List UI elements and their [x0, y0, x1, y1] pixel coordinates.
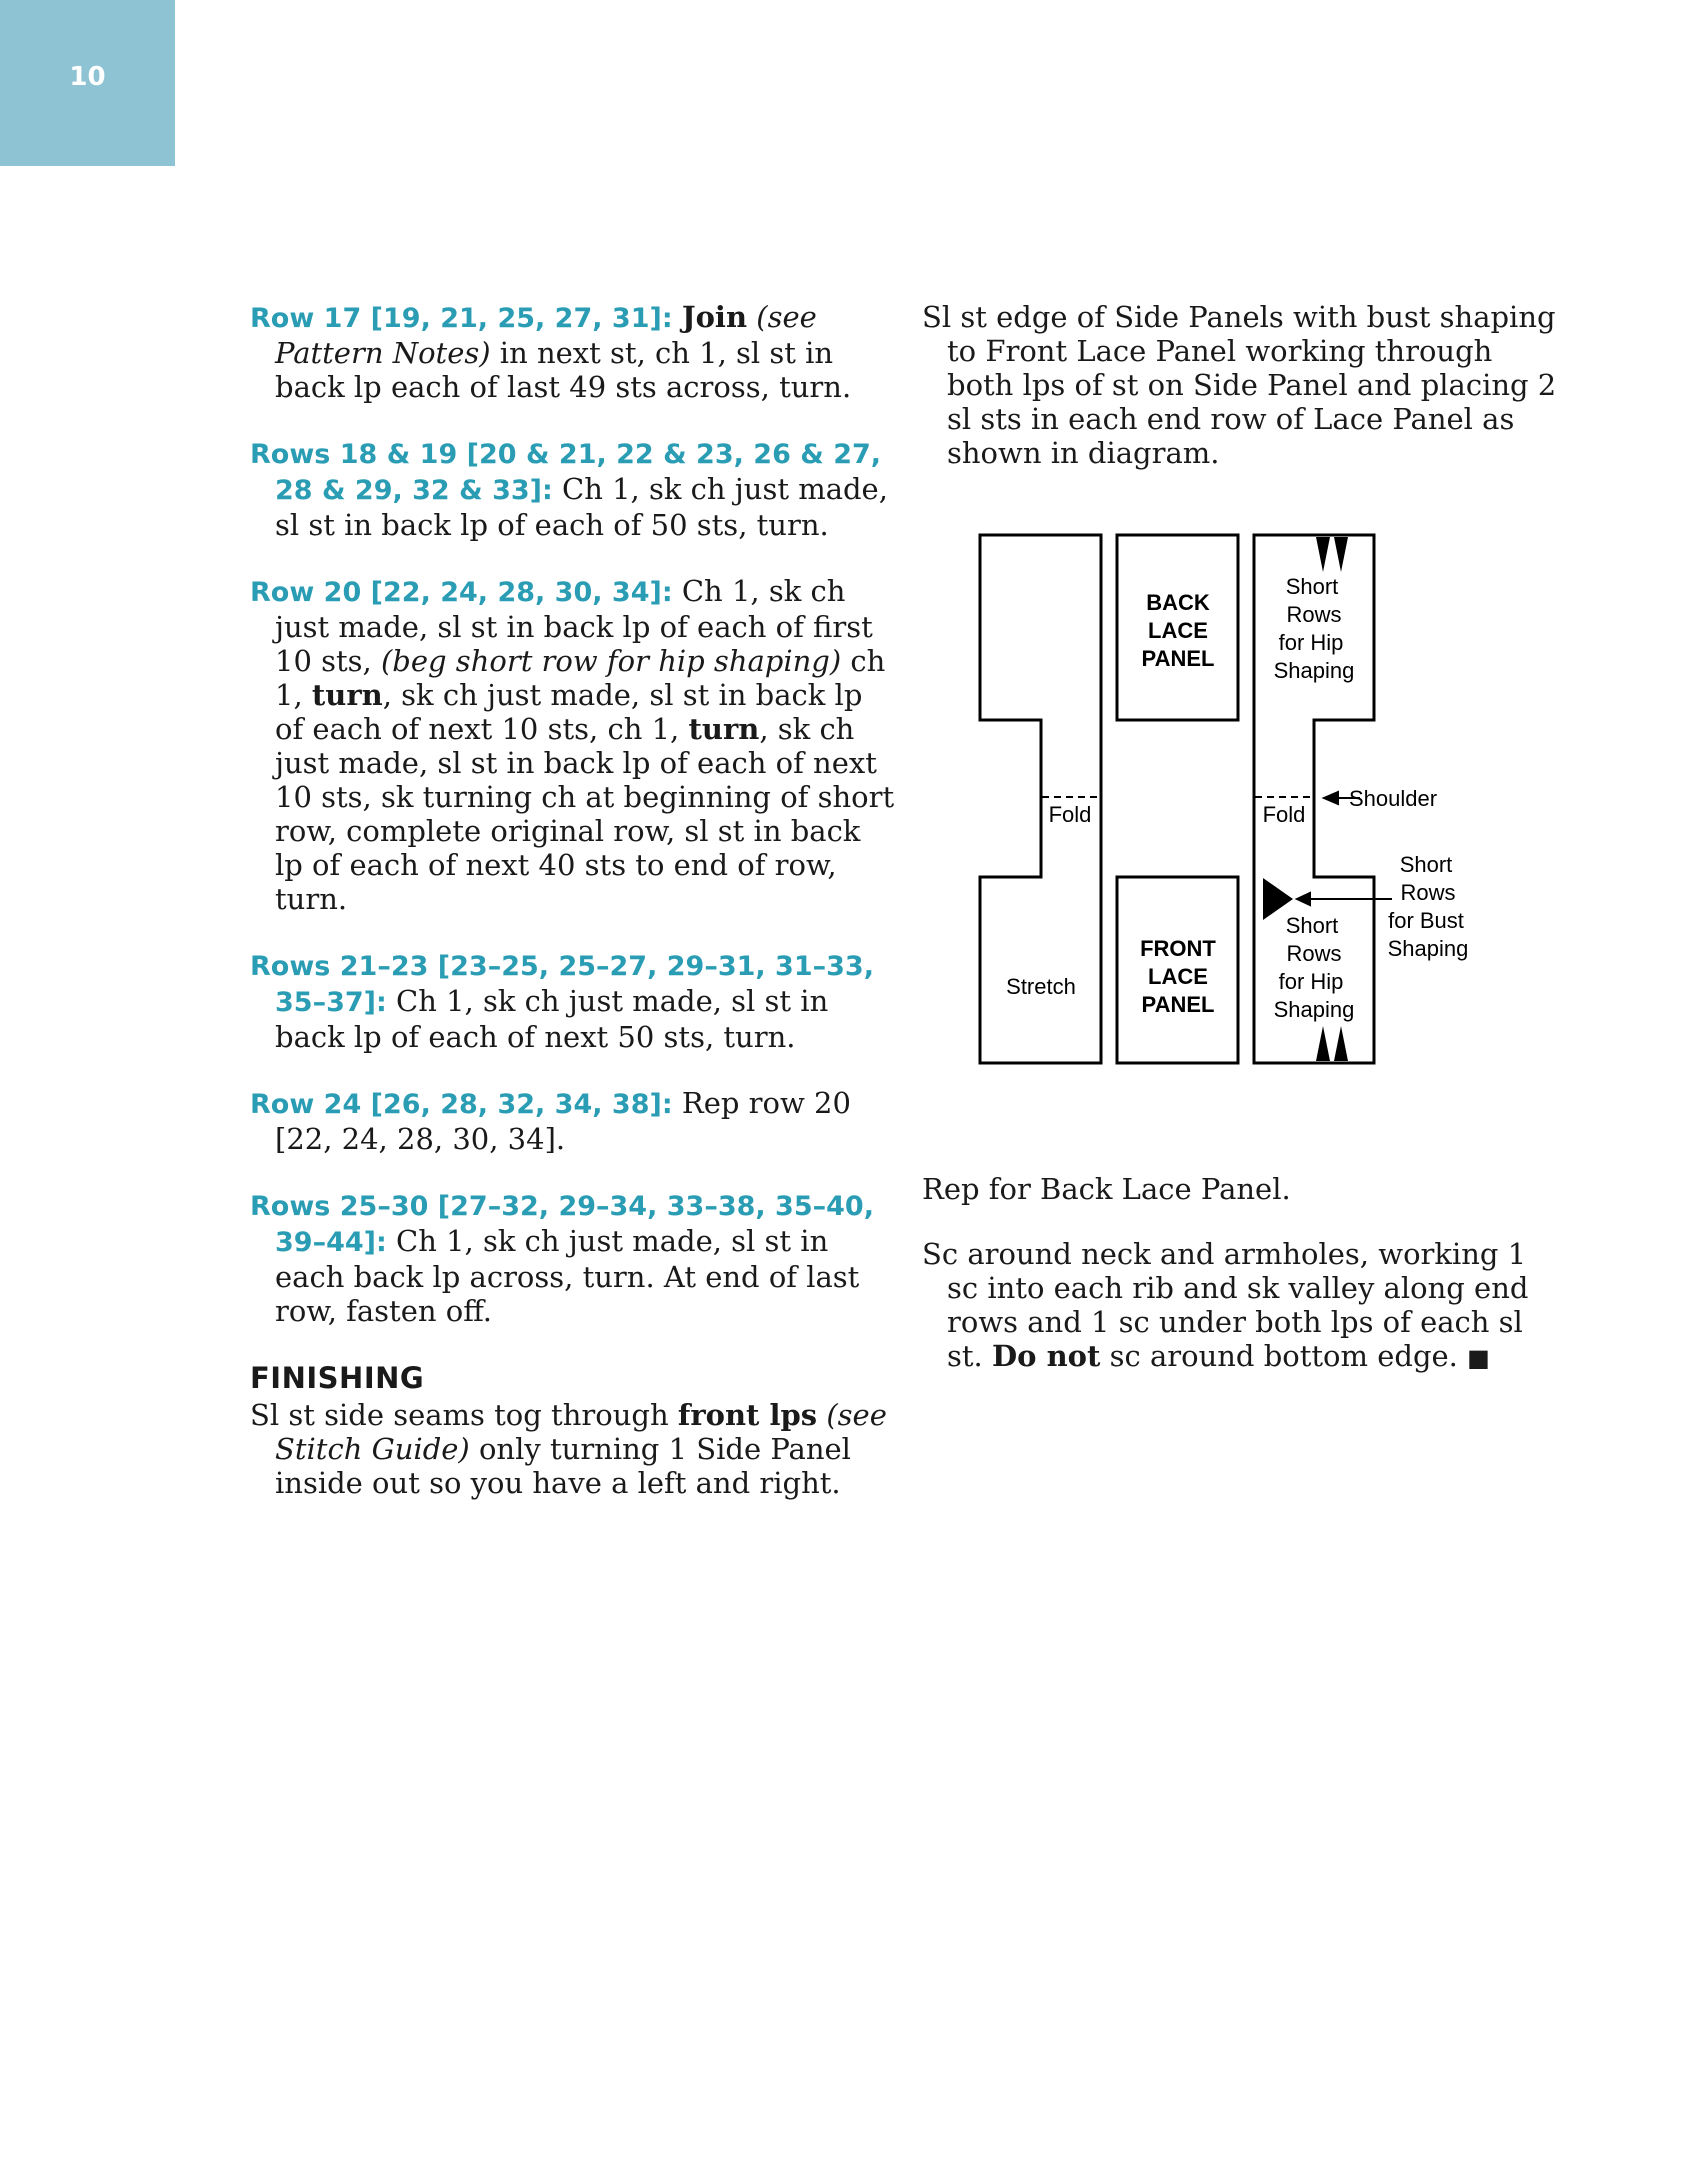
- hip-top-label-2: Rows: [1286, 602, 1342, 627]
- instruction-row-17: [250, 300, 895, 404]
- text: only turning 1 Side Panel inside out so you have a left and right.: [275, 1432, 851, 1500]
- hip-dart-top-1: [1316, 537, 1330, 572]
- text: sc around bottom edge.: [1100, 1339, 1458, 1373]
- hip-dart-bottom-1: [1316, 1026, 1330, 1061]
- instruction-row-24: [250, 1086, 895, 1156]
- back-panel-label-2: LACE: [1148, 618, 1208, 643]
- fold-label-right: Fold: [1262, 802, 1306, 827]
- bold-term: Join: [681, 300, 748, 334]
- right-column: [922, 300, 1562, 502]
- sl-st-edge-text: Sl st edge of Side Panels with bust shaping to Front Lace Panel working through both lps of st on Side Panel and placing 2 sl sts in each end row of Lace Panel as shown in diagram.: [922, 300, 1557, 470]
- hip-bottom-label-1: Short: [1285, 913, 1339, 938]
- bust-label-2: Rows: [1400, 880, 1456, 905]
- bust-label-3: for Bust: [1388, 908, 1464, 933]
- hip-dart-bottom-2: [1334, 1026, 1348, 1061]
- bust-label-4: Shaping: [1387, 936, 1469, 961]
- row-heading: Row 24 [26, 28, 32, 34, 38]:: [250, 1089, 673, 1120]
- text: Sl st side seams tog through: [250, 1398, 678, 1432]
- instruction-rows-21-23: [250, 948, 895, 1054]
- text: , sk ch just made, sl st in back lp of each of next 10 sts, ch 1,: [275, 678, 863, 746]
- rep-back-panel-text: Rep for Back Lace Panel.: [922, 1172, 1291, 1206]
- bold-term: Do not: [991, 1339, 1101, 1373]
- instruction-rows-25-30: [250, 1188, 895, 1328]
- shoulder-label: Shoulder: [1348, 786, 1438, 811]
- row-heading: Rows 18 & 19 [20 & 21, 22 & 23, 26 & 27, 28 & 29, 32 & 33]:: [250, 439, 882, 506]
- bust-label-1: Short: [1399, 852, 1453, 877]
- row-heading: Rows 25–30 [27–32, 29–34, 33–38, 35–40, 39–44]:: [250, 1191, 874, 1258]
- text: [747, 300, 756, 334]
- stretch-label: Stretch: [1006, 974, 1076, 999]
- end-of-pattern-icon: ■: [1467, 1344, 1490, 1372]
- text: Rep row 20 [22, 24, 28, 30, 34].: [275, 1086, 851, 1156]
- sc-around-text: [922, 1237, 1562, 1375]
- page-number: 10: [69, 62, 106, 92]
- hip-top-label-3: for Hip: [1278, 630, 1344, 655]
- bold-term: front lps: [677, 1398, 818, 1432]
- text: ch 1,: [275, 644, 886, 712]
- text: [673, 300, 682, 334]
- row-heading: Row 20 [22, 24, 28, 30, 34]:: [250, 577, 673, 608]
- bold-term: turn: [311, 678, 383, 712]
- text: in next st, ch 1, sl st in back lp each of last 49 sts across, turn.: [275, 336, 852, 404]
- hip-dart-top-2: [1334, 537, 1348, 572]
- text: Ch 1, sk ch just made, sl st in back lp of each of next 50 sts, turn.: [275, 984, 829, 1054]
- hip-top-label-4: Shaping: [1273, 658, 1355, 683]
- instruction-rows-18-19: [250, 436, 895, 542]
- row-heading: Rows 21–23 [23–25, 25–27, 29–31, 31–33, 35–37]:: [250, 951, 874, 1018]
- text: Ch 1, sk ch just made, sl st in back lp of each of first 10 sts,: [275, 574, 873, 678]
- bold-term: turn: [688, 712, 760, 746]
- hip-bottom-label-4: Shaping: [1273, 997, 1355, 1022]
- text: [817, 1398, 826, 1432]
- text: Ch 1, sk ch just made, sl st in each back lp across, turn. At end of last row, fasten off.: [275, 1224, 860, 1328]
- italic-note: (beg short row for hip shaping): [380, 644, 842, 678]
- row-heading: Row 17 [19, 21, 25, 27, 31]:: [250, 303, 673, 334]
- text: , sk ch just made, sl st in back lp of each of next 10 sts, sk turning ch at beginning of short row, complete original row, sl st in back lp of each of next 40 sts to end of row, turn.: [275, 712, 895, 916]
- italic-note: (see Stitch Guide): [275, 1398, 887, 1466]
- finishing-text: [250, 1398, 895, 1500]
- front-panel-label-1: FRONT: [1140, 936, 1216, 961]
- hip-bottom-label-3: for Hip: [1278, 969, 1344, 994]
- instruction-row-20: [250, 574, 895, 916]
- text: Sc around neck and armholes, working 1 sc into each rib and sk valley along end rows and 1 sc under both lps of each sl st.: [922, 1237, 1529, 1373]
- hip-top-label-1: Short: [1285, 574, 1339, 599]
- finishing-heading: FINISHING: [250, 1361, 425, 1395]
- italic-note: (see Pattern Notes): [275, 300, 817, 370]
- shoulder-arrowhead: [1324, 792, 1338, 804]
- left-column: [250, 300, 895, 1532]
- assembly-diagram: [960, 520, 1490, 1080]
- hip-bottom-label-2: Rows: [1286, 941, 1342, 966]
- back-panel-label-3: PANEL: [1141, 646, 1215, 671]
- back-panel-label-1: BACK: [1146, 590, 1210, 615]
- front-panel-label-2: LACE: [1148, 964, 1208, 989]
- bust-arrowhead: [1297, 893, 1310, 905]
- text: Ch 1, sk ch just made, sl st in back lp of each of 50 sts, turn.: [275, 472, 888, 542]
- front-panel-label-3: PANEL: [1141, 992, 1215, 1017]
- fold-label-left: Fold: [1048, 802, 1092, 827]
